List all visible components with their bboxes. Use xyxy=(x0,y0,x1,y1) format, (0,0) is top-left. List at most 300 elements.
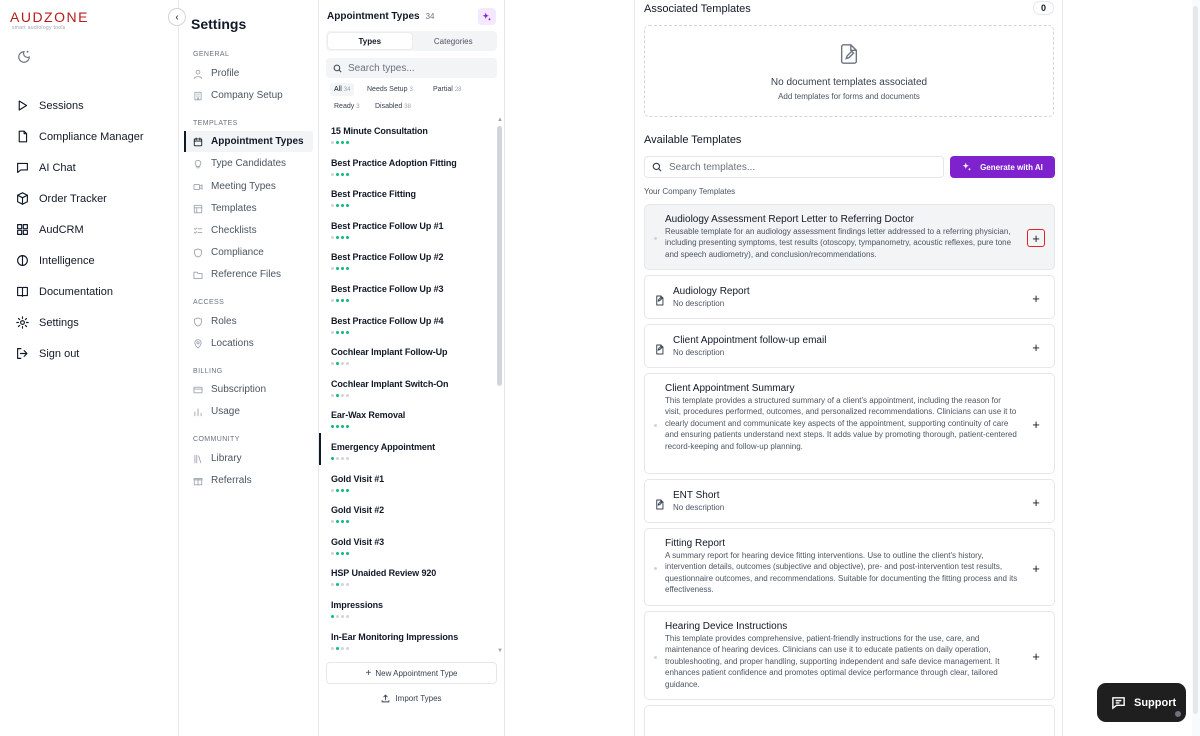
appointment-type-name: Gold Visit #2 xyxy=(331,505,385,516)
nav-item-sessions[interactable] xyxy=(0,90,178,121)
status-dot xyxy=(331,647,334,650)
setup-status-dots xyxy=(331,425,349,428)
nav-item-order-tracker[interactable] xyxy=(0,183,178,214)
types-count: 34 xyxy=(425,12,435,21)
status-dot xyxy=(341,362,344,365)
file-icon xyxy=(16,130,29,143)
status-dot xyxy=(346,615,349,618)
status-dot xyxy=(336,647,339,650)
appointment-type-name: Emergency Appointment xyxy=(331,441,436,452)
template-card[interactable] xyxy=(644,479,1055,523)
setup-status-dots xyxy=(331,615,349,618)
settings-item-label: Reference Files xyxy=(211,269,282,280)
status-dot xyxy=(346,647,349,650)
setup-status-dots xyxy=(331,204,349,207)
status-dot xyxy=(336,141,339,144)
status-dot xyxy=(336,236,339,239)
settings-panel xyxy=(175,0,319,736)
folder-icon xyxy=(193,270,203,280)
drag-handle-icon xyxy=(654,237,657,240)
settings-item-compliance[interactable] xyxy=(185,242,313,263)
bar-chart-icon xyxy=(193,407,203,417)
user-icon xyxy=(193,69,203,79)
nav-item-label: Compliance Manager xyxy=(39,130,144,143)
template-description: Reusable template for an audiology assessment findings letter addressed to a referring physician, including presenting symptoms, test results (otoscopy, tympanometry, acoustic reflexes, pure tone and speech audiometry), and conclusion/recommendations. xyxy=(665,227,1012,259)
chat-icon xyxy=(16,161,29,174)
associated-templates-title: Associated Templates xyxy=(644,3,751,15)
status-dot xyxy=(346,236,349,239)
nav-item-label: Settings xyxy=(39,316,79,329)
templates-search-placeholder: Search templates... xyxy=(669,161,756,173)
types-search-input[interactable] xyxy=(326,58,497,78)
settings-item-usage[interactable] xyxy=(185,401,313,422)
setup-status-dots xyxy=(331,647,349,650)
app-logo[interactable] xyxy=(10,9,89,31)
settings-item-subscription[interactable] xyxy=(185,379,313,400)
template-description: A summary report for hearing device fitting interventions. Use to outline the client's history, intervention details, outcomes (subjective and objective), pre- and post-intervention test results, questionnaire outcomes, and recommendations. Suitable for documenting the fitting process and its effectiveness. xyxy=(665,551,1018,595)
box-icon xyxy=(16,192,29,205)
settings-item-library[interactable] xyxy=(185,448,313,469)
nav-item-settings[interactable] xyxy=(0,307,178,338)
template-title: Client Appointment follow-up email xyxy=(673,335,827,346)
template-title: Client Appointment Summary xyxy=(665,383,795,394)
status-dot xyxy=(346,583,349,586)
template-description: No description xyxy=(673,503,725,512)
settings-item-roles[interactable] xyxy=(185,311,313,332)
status-dot xyxy=(336,583,339,586)
template-description: No description xyxy=(673,299,725,308)
library-icon xyxy=(193,454,203,464)
appointment-type-name: Gold Visit #3 xyxy=(331,536,385,547)
gear-icon xyxy=(16,316,29,329)
status-dot xyxy=(336,204,339,207)
appointment-type-list xyxy=(319,117,497,657)
search-icon xyxy=(652,162,662,172)
types-search-placeholder: Search types... xyxy=(348,62,415,74)
template-description: This template provides comprehensive, patient-friendly instructions for the use, care, and maintenance of hearing devices. Clinicians can use it to educate patients on daily operation, troubleshooting, and proper handling, supporting independent and safe device management. It enhances patient confidence and promotes optimal device performance through clear, tailored guidance. xyxy=(665,634,1000,689)
appointment-type-item[interactable] xyxy=(319,465,497,497)
status-dot xyxy=(331,394,334,397)
appointment-type-item[interactable] xyxy=(319,528,497,560)
template-card[interactable] xyxy=(644,528,1055,606)
appointment-type-item[interactable] xyxy=(319,338,497,370)
template-card[interactable] xyxy=(644,324,1055,368)
shield-icon xyxy=(193,248,203,258)
main-sidebar xyxy=(0,0,179,736)
section-label-community: COMMUNITY xyxy=(193,436,240,443)
settings-item-label: Meeting Types xyxy=(211,181,276,192)
import-types-button[interactable] xyxy=(326,690,497,706)
status-dot xyxy=(346,362,349,365)
lightbulb-icon xyxy=(193,159,203,169)
status-dot xyxy=(346,299,349,302)
status-dot xyxy=(331,489,334,492)
status-dot xyxy=(346,425,349,428)
video-icon xyxy=(193,182,203,192)
template-card[interactable] xyxy=(644,275,1055,319)
status-dot xyxy=(331,299,334,302)
import-types-label: Import Types xyxy=(395,693,442,703)
appointment-type-name: Impressions xyxy=(331,599,383,610)
plus-icon: + xyxy=(1032,417,1040,432)
associated-templates-empty-state xyxy=(644,25,1054,117)
add-template-button[interactable] xyxy=(1027,559,1045,577)
template-title: ENT Short xyxy=(673,490,720,501)
status-dot xyxy=(341,299,344,302)
appointment-type-name: Best Practice Follow Up #1 xyxy=(331,220,444,231)
available-templates-title: Available Templates xyxy=(644,134,742,146)
credit-card-icon xyxy=(193,385,203,395)
filter-label: Needs Setup xyxy=(367,86,408,93)
status-dot xyxy=(346,520,349,523)
appointment-type-item[interactable] xyxy=(319,401,497,433)
main-nav xyxy=(0,90,178,369)
setup-status-dots xyxy=(331,267,349,270)
settings-item-profile[interactable] xyxy=(185,63,313,84)
status-dot xyxy=(341,267,344,270)
template-editor-main xyxy=(505,0,1200,736)
status-dot xyxy=(331,236,334,239)
appointment-type-name: Best Practice Adoption Fitting xyxy=(331,157,457,168)
empty-state-subtitle: Add templates for forms and documents xyxy=(778,92,920,101)
settings-title: Settings xyxy=(191,16,247,32)
add-template-button[interactable] xyxy=(1027,289,1045,307)
settings-item-label: Locations xyxy=(211,338,254,349)
settings-item-label: Type Candidates xyxy=(211,158,287,169)
tab-types[interactable]: Types xyxy=(328,33,412,49)
generate-with-ai-label: Generate with AI xyxy=(980,162,1043,172)
tab-categories[interactable]: Categories xyxy=(433,36,473,46)
template-card[interactable] xyxy=(644,373,1055,474)
status-dot xyxy=(336,489,339,492)
status-dot xyxy=(341,583,344,586)
types-scroll-thumb[interactable] xyxy=(497,126,502,386)
plus-icon: + xyxy=(365,667,372,679)
logo-text: AUDZONE xyxy=(10,9,89,25)
status-dot xyxy=(336,425,339,428)
appointment-type-name: HSP Unaided Review 920 xyxy=(331,568,437,579)
nav-item-audcrm[interactable] xyxy=(0,214,178,245)
appointment-type-item[interactable] xyxy=(319,591,497,623)
appointment-type-name: Gold Visit #1 xyxy=(331,473,385,484)
settings-item-label: Appointment Types xyxy=(211,136,304,147)
settings-item-company-setup[interactable] xyxy=(185,85,313,106)
drag-handle-icon xyxy=(654,567,657,570)
status-dot xyxy=(331,457,334,460)
scroll-up-icon[interactable]: ▲ xyxy=(497,117,503,123)
status-dot xyxy=(346,267,349,270)
generate-with-ai-button[interactable] xyxy=(950,156,1055,178)
settings-item-reference-files[interactable] xyxy=(185,264,313,285)
appointment-type-item[interactable] xyxy=(319,307,497,339)
appointment-type-item[interactable] xyxy=(319,433,497,465)
setup-status-dots xyxy=(331,362,349,365)
play-icon xyxy=(16,99,29,112)
status-dot xyxy=(331,141,334,144)
status-dot xyxy=(341,204,344,207)
status-dot xyxy=(331,204,334,207)
settings-item-type-candidates[interactable] xyxy=(185,153,313,174)
filter-label: All xyxy=(334,86,342,93)
settings-item-label: Company Setup xyxy=(211,90,283,101)
status-dot xyxy=(331,331,334,334)
settings-item-label: Profile xyxy=(211,68,240,79)
templates-content xyxy=(634,0,1063,736)
plus-icon: + xyxy=(1032,230,1040,246)
document-icon xyxy=(654,344,665,355)
plus-icon: + xyxy=(1032,290,1040,306)
template-title: Audiology Assessment Report Letter to Referring Doctor xyxy=(665,214,915,225)
shield-icon xyxy=(193,317,203,327)
filter-label: Ready xyxy=(334,103,355,110)
template-card[interactable] xyxy=(644,204,1055,270)
appointment-type-name: Cochlear Implant Switch-On xyxy=(331,378,449,389)
add-template-button[interactable] xyxy=(1027,493,1045,511)
nav-item-label: Sign out xyxy=(39,347,80,360)
filter-count: 3 xyxy=(356,103,360,110)
status-dot xyxy=(341,331,344,334)
setup-status-dots xyxy=(331,520,349,523)
new-appointment-type-label: New Appointment Type xyxy=(375,668,458,678)
types-view-tabs xyxy=(326,31,497,51)
section-label-templates: TEMPLATES xyxy=(193,120,238,127)
status-dot xyxy=(341,520,344,523)
status-dot xyxy=(331,173,334,176)
filter-disabled[interactable] xyxy=(371,100,415,113)
collapse-sidebar-button[interactable] xyxy=(168,8,186,26)
status-dot xyxy=(336,394,339,397)
filter-count: 34 xyxy=(343,86,351,93)
nav-item-label: AI Chat xyxy=(39,161,76,174)
settings-item-label: Library xyxy=(211,453,242,464)
nav-item-label: AudCRM xyxy=(39,223,84,236)
appointment-type-item[interactable] xyxy=(319,149,497,181)
drag-handle-icon xyxy=(654,424,657,427)
appointment-type-item[interactable] xyxy=(319,243,497,275)
appointment-type-item[interactable] xyxy=(319,180,497,212)
add-template-button[interactable] xyxy=(1027,338,1045,356)
plus-icon: + xyxy=(1032,494,1040,510)
template-title: Audiology Report xyxy=(673,286,750,297)
filter-count: 3 xyxy=(409,86,413,93)
setup-status-dots xyxy=(331,394,349,397)
status-dot xyxy=(346,489,349,492)
filter-partial[interactable] xyxy=(429,83,466,96)
status-dot xyxy=(331,362,334,365)
appointment-type-item[interactable] xyxy=(319,275,497,307)
plus-icon: + xyxy=(1032,649,1040,664)
status-dot xyxy=(341,236,344,239)
settings-item-checklists[interactable] xyxy=(185,220,313,241)
nav-item-label: Documentation xyxy=(39,285,113,298)
template-title: Hearing Device Instructions xyxy=(665,621,788,632)
new-appointment-type-button[interactable] xyxy=(326,662,497,684)
page-scroll-thumb[interactable] xyxy=(1193,6,1198,714)
filter-label: Partial xyxy=(433,86,453,93)
calendar-icon xyxy=(193,137,203,147)
appointment-type-item[interactable] xyxy=(319,559,497,591)
types-header xyxy=(327,11,435,22)
nav-item-documentation[interactable] xyxy=(0,276,178,307)
status-dot xyxy=(331,425,334,428)
setup-status-dots xyxy=(331,552,349,555)
status-dot xyxy=(346,173,349,176)
document-icon xyxy=(654,499,665,510)
status-dot xyxy=(336,520,339,523)
settings-item-meeting-types[interactable] xyxy=(185,176,313,197)
add-template-button[interactable] xyxy=(1027,416,1045,434)
nav-item-label: Intelligence xyxy=(39,254,95,267)
setup-status-dots xyxy=(331,236,349,239)
settings-item-templates[interactable] xyxy=(185,198,313,219)
drag-handle-icon xyxy=(654,656,657,659)
status-dot xyxy=(331,583,334,586)
appointment-type-item[interactable] xyxy=(319,496,497,528)
filter-label: Disabled xyxy=(375,103,403,110)
appointment-type-item[interactable] xyxy=(319,623,497,655)
types-title: Appointment Types xyxy=(327,11,420,22)
section-label-billing: BILLING xyxy=(193,368,223,375)
status-dot xyxy=(346,394,349,397)
settings-item-label: Subscription xyxy=(211,384,267,395)
appointment-type-name: Best Practice Follow Up #3 xyxy=(331,283,444,294)
checklist-icon xyxy=(193,226,203,236)
upload-icon xyxy=(381,694,390,703)
status-dot xyxy=(336,299,339,302)
settings-item-label: Roles xyxy=(211,316,237,327)
chevron-left-icon: ‹ xyxy=(175,11,179,23)
add-template-button[interactable] xyxy=(1027,229,1045,247)
template-card[interactable] xyxy=(644,611,1055,700)
status-dot xyxy=(331,520,334,523)
add-template-button[interactable] xyxy=(1027,648,1045,666)
sparkle-icon xyxy=(482,12,492,22)
setup-status-dots xyxy=(331,299,349,302)
nav-item-compliance-manager[interactable] xyxy=(0,121,178,152)
template-description: No description xyxy=(673,348,725,357)
book-icon xyxy=(16,285,29,298)
status-dot xyxy=(346,331,349,334)
nav-item-sign-out[interactable] xyxy=(0,338,178,369)
settings-item-referrals[interactable] xyxy=(185,470,313,491)
nav-item-intelligence[interactable] xyxy=(0,245,178,276)
gift-icon xyxy=(193,476,203,486)
support-label: Support xyxy=(1134,696,1177,709)
appointment-type-name: In-Ear Monitoring Impressions xyxy=(331,631,459,642)
building-icon xyxy=(193,91,203,101)
status-dot xyxy=(336,615,339,618)
plus-icon: + xyxy=(1032,339,1040,355)
status-dot xyxy=(341,425,344,428)
status-dot xyxy=(341,141,344,144)
grid-icon xyxy=(16,223,29,236)
settings-item-locations[interactable] xyxy=(185,333,313,354)
status-dot xyxy=(331,267,334,270)
sign-out-icon xyxy=(16,347,29,360)
setup-status-dots xyxy=(331,331,349,334)
filter-ready[interactable] xyxy=(330,100,364,113)
templates-search-input[interactable] xyxy=(644,156,944,178)
nav-item-ai-chat[interactable] xyxy=(0,152,178,183)
empty-state-title: No document templates associated xyxy=(770,77,928,88)
status-dot xyxy=(336,267,339,270)
status-dot xyxy=(341,552,344,555)
filter-count: 28 xyxy=(454,86,462,93)
status-dot xyxy=(336,552,339,555)
appointment-type-name: Best Practice Follow Up #4 xyxy=(331,315,444,326)
setup-status-dots xyxy=(331,141,349,144)
appointment-type-item[interactable] xyxy=(319,370,497,402)
setup-status-dots xyxy=(331,173,349,176)
settings-item-label: Compliance xyxy=(211,247,264,258)
template-card[interactable] xyxy=(644,705,1055,736)
status-dot xyxy=(341,394,344,397)
appointment-type-name: Cochlear Implant Follow-Up xyxy=(331,347,448,358)
status-dot xyxy=(331,615,334,618)
appointment-type-name: Ear-Wax Removal xyxy=(331,410,406,421)
filter-count: 38 xyxy=(404,103,411,110)
document-icon xyxy=(654,295,665,306)
status-dot xyxy=(336,173,339,176)
status-dot xyxy=(341,489,344,492)
theme-toggle-icon[interactable] xyxy=(17,50,31,64)
scroll-down-icon[interactable]: ▼ xyxy=(497,648,503,654)
setup-status-dots xyxy=(331,583,349,586)
setup-status-dots xyxy=(331,457,349,460)
settings-item-label: Templates xyxy=(211,203,257,214)
status-dot xyxy=(341,647,344,650)
section-label-general: GENERAL xyxy=(193,51,230,58)
filter-needs-setup[interactable] xyxy=(363,83,417,96)
support-status-indicator xyxy=(1174,710,1182,718)
template-icon xyxy=(193,204,203,214)
appointment-type-item[interactable] xyxy=(319,212,497,244)
status-dot xyxy=(336,362,339,365)
settings-item-label: Referrals xyxy=(211,475,252,486)
sparkle-icon xyxy=(962,162,972,172)
brain-icon xyxy=(16,254,29,267)
status-dot xyxy=(336,331,339,334)
appointment-types-panel xyxy=(319,0,505,736)
template-description: This template provides a structured summary of a client's appointment, including the reason for visit, procedures performed, outcomes, and personalized recommendations. Clinicians can use it to clearly document and communicate key aspects of the appointment, supporting continuity of care and ensuring patients understand next steps. It adds value by promoting thorough, patient-centered record-keeping and follow-up planning. xyxy=(665,396,1017,451)
support-button[interactable] xyxy=(1097,683,1186,722)
plus-icon: + xyxy=(1032,560,1040,576)
status-dot xyxy=(336,457,339,460)
settings-item-appointment-types[interactable] xyxy=(185,131,313,152)
appointment-type-item[interactable] xyxy=(319,117,497,149)
logo-tagline: smart audiology tools xyxy=(12,25,66,31)
appointment-type-name: Best Practice Fitting xyxy=(331,189,416,200)
company-templates-label: Your Company Templates xyxy=(644,187,736,196)
document-edit-icon xyxy=(838,43,860,65)
status-dot xyxy=(346,204,349,207)
search-icon xyxy=(333,64,342,73)
appointment-type-name: Best Practice Follow Up #2 xyxy=(331,252,444,263)
map-pin-icon xyxy=(193,339,203,349)
template-title: Fitting Report xyxy=(665,538,726,549)
status-dot xyxy=(346,141,349,144)
status-dot xyxy=(341,457,344,460)
chat-icon xyxy=(1111,695,1126,710)
associated-templates-count: 0 xyxy=(1033,1,1054,15)
status-dot xyxy=(331,552,334,555)
nav-item-label: Sessions xyxy=(39,99,84,112)
ai-sparkle-button[interactable] xyxy=(478,8,496,25)
status-dot xyxy=(341,615,344,618)
filter-all[interactable] xyxy=(330,83,354,96)
status-dot xyxy=(346,457,349,460)
section-label-access: ACCESS xyxy=(193,299,225,306)
